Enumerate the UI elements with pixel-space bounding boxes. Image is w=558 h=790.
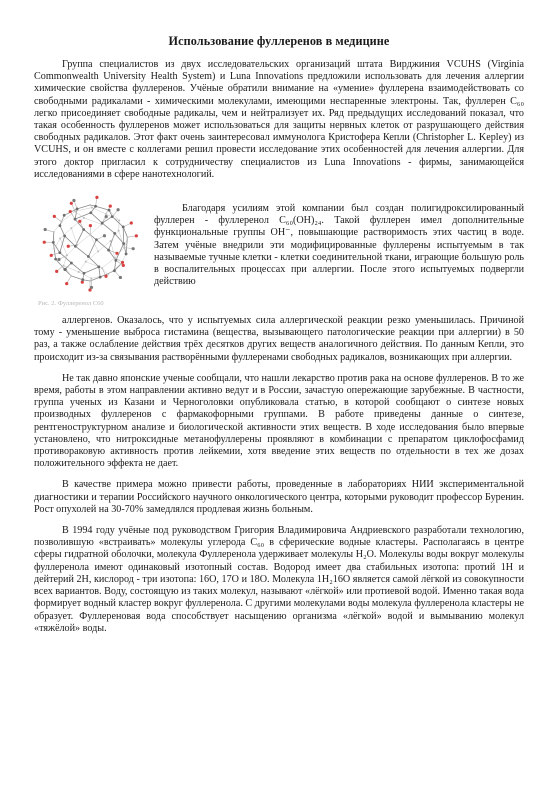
- carbon-atom: [83, 272, 86, 275]
- figure-row: [34, 187, 524, 315]
- carbon-atom: [63, 235, 66, 238]
- carbon-atom: [74, 218, 77, 221]
- carbon-atom: [70, 275, 72, 277]
- oxygen-atom: [132, 247, 135, 250]
- oxygen-atom: [72, 199, 75, 202]
- oxygen-atom: [57, 258, 60, 261]
- carbon-atom: [113, 269, 116, 272]
- carbon-atom: [63, 268, 66, 271]
- molecule-bond: [99, 267, 100, 277]
- carbon-atom: [63, 214, 66, 217]
- oxygen-atom: [55, 270, 58, 273]
- oxygen-atom: [70, 202, 73, 205]
- carbon-atom: [61, 221, 63, 223]
- carbon-atom: [81, 278, 84, 281]
- oxygen-atom: [90, 286, 93, 289]
- molecule-bond: [54, 239, 60, 249]
- molecule-bond: [75, 213, 91, 219]
- carbon-atom: [99, 276, 102, 279]
- molecule-bond: [91, 213, 102, 223]
- oxygen-atom: [135, 234, 138, 237]
- carbon-atom: [70, 227, 72, 229]
- oxygen-atom: [67, 245, 70, 248]
- carbon-atom: [91, 207, 93, 209]
- carbon-atom: [66, 254, 68, 256]
- molecule-bond: [79, 262, 86, 272]
- molecule-bond: [53, 232, 54, 242]
- carbon-atom: [105, 213, 107, 215]
- carbon-atom: [118, 230, 120, 232]
- oxygen-atom: [119, 276, 122, 279]
- molecule-bond: [119, 220, 120, 230]
- carbon-atom: [110, 240, 112, 242]
- paragraph-cancer: Не так давно японские ученые сообщали, что нашли лекарство против рака на основе фуллеренов. В то же время, работы в этом направлении активно ведут и в России, зачастую опережающие зарубежные. В частности, группа ученых из Казани и Черноголовки опубликовала статью, в которой сообщают о синтезе новых производных фуллеренов с фармакофорными группами. В работе приведены данные о синтезе, рентгеноструктурном анализе и биологической активности этих веществ. В ходе исследования было впервые установлено, что нитроксидные метанофуллерены проявляют в комбинации с препаратом циклофосфамид противораковую активность против лейкемии, хотя введение этих веществ по отдельности в тех же дозах положительного эффекта не дает.: [34, 372, 524, 470]
- fullerenol-figure: [34, 187, 146, 315]
- carbon-atom: [70, 262, 73, 265]
- carbon-atom: [87, 255, 90, 258]
- molecule-bond: [123, 227, 127, 237]
- paragraph-fullerenol: Благодаря усилиям этой компании был создан полигидроксилированный фуллерен - фуллеренол С₆₀(OH)₂₄. Такой фуллерен имел дополнительные функциональные группы OH⁻, повышающие растворимость этих частиц в воде. Затем учёные внедрили эти модифицированные фуллерены испытуемым в так называемые тучные клетки - клетки соединительной ткани, играющие большую роль в воспалительных процессах при аллергии. После этого испытуемых подвергли действию: [154, 203, 524, 288]
- carbon-atom: [74, 210, 76, 212]
- oxygen-atom: [89, 224, 92, 227]
- carbon-atom: [76, 244, 78, 246]
- carbon-atom: [85, 261, 87, 263]
- carbon-atom: [101, 222, 104, 225]
- carbon-atom: [82, 228, 85, 231]
- oxygen-atom: [53, 215, 56, 218]
- oxygen-atom: [122, 264, 125, 267]
- molecule-bond: [84, 267, 99, 273]
- oxygen-atom: [50, 254, 53, 257]
- carbon-atom: [114, 257, 116, 259]
- molecule-bond: [75, 209, 77, 219]
- carbon-atom: [89, 204, 91, 206]
- carbon-atom: [107, 249, 110, 252]
- oxygen-atom: [69, 210, 72, 213]
- carbon-atom: [53, 231, 55, 233]
- molecule-bond: [77, 235, 90, 245]
- molecule-bond: [56, 259, 65, 269]
- carbon-atom: [63, 265, 65, 267]
- carbon-atom: [83, 217, 85, 219]
- carbon-atom: [125, 253, 128, 256]
- carbon-atom: [89, 234, 91, 236]
- oxygen-atom: [78, 220, 81, 223]
- molecule-bond: [65, 236, 76, 246]
- carbon-atom: [111, 215, 114, 218]
- carbon-atom: [52, 241, 55, 244]
- carbon-atom: [89, 280, 91, 282]
- carbon-atom: [120, 263, 122, 265]
- molecule-bond: [96, 240, 108, 250]
- oxygen-atom: [65, 282, 68, 285]
- carbon-atom: [126, 236, 128, 238]
- paragraph-allergens: аллергенов. Оказалось, что у испытуемых сила аллергической реакции резко уменьшилась. Причиной тому - уменьшение выброса гистамина (вещества, вызывающего патологические реакции при аллергии) в 50 раз, а также ослабление действия трёх десятков других веществ аналогичного действия. По данным Кепли, это происходит из-за связывания растворёнными фуллеренами свободных радикалов, возникающих при аллергии.: [34, 315, 524, 363]
- molecule-bond: [71, 276, 83, 280]
- oxygen-atom: [95, 196, 98, 199]
- document-title: Использование фуллеренов в медицине: [168, 34, 390, 48]
- carbon-atom: [108, 209, 111, 212]
- carbon-atom: [118, 219, 120, 221]
- carbon-atom: [122, 242, 125, 245]
- paragraph-water: В 1994 году учёные под руководством Григория Владимировича Андриевского разработали технологию, позволившую «встраивать» молекулы углерода С₆₀ в сферические водные кластеры. Располагаясь в центре сферы гидратной оболочки, молекула Фуллеренола удерживает молекулы H₂O. Молекулы воды вокруг молекулы фуллеренола имеют одинаковый изотопный состав. Водород имеет два стабильных изотопа: протий 1H и дейтерий 2H, кислород - три изотопа: 16O, 17O и 18O. Молекула 1H₂16O является самой лёгкой из совокупности всех вариантов. Воду, состоящую из таких молекул, называют «лёгкой» или протиевой водой. Именно такая вода формирует водный кластер вокруг фуллеренола. С другими молекулами воды молекула фуллеренола кластеры не образует. Фуллереновая вода способствует насыщению организма «лёгкой» водой и вымыванию молекул «тяжёлой» воды.: [34, 525, 524, 634]
- molecule-bond: [84, 218, 101, 224]
- oxygen-atom: [105, 215, 108, 218]
- oxygen-atom: [44, 228, 47, 231]
- carbon-atom: [97, 265, 100, 268]
- carbon-atom: [94, 205, 97, 208]
- carbon-atom: [59, 224, 62, 227]
- oxygen-atom: [130, 221, 133, 224]
- oxygen-atom: [115, 252, 118, 255]
- fullerenol-molecule-icon: [34, 187, 146, 299]
- carbon-atom: [101, 267, 103, 269]
- paragraph-intro: Группа специалистов из двух исследовательских организаций штата Вирджиния VCUHS (Virginia Commonwealth University Health System) и Luna Innovations предложили использовать для лечения аллергии химические свойства фуллеренов. Учёные обратили внимание на «умение» фуллерена взаимодействовать со свободными радикалами - химическими молекулами, имеющими неспаренные электроны. Так, фуллерен С₆₀ легко присоединяет свободные радикалы, чем и нейтрализует их. Ряд предыдущих исследований показал, что такая особенность фуллеренов может использоваться для защиты нервных клеток от разрушающего действия свободных радикалов. Этот факт очень заинтересовал иммунолога Кристофера Кепли (Christopher L. Kepley) из VCUHS, и он вместе с коллегами решил провести исследование этих особенностей для лечения аллергии. Для этого доктор пригласил к сотрудничеству специалистов из Luna Innovations - фирмы, занимающейся исследованиями в сфере нанотехнологий.: [34, 59, 524, 180]
- carbon-atom: [122, 226, 125, 229]
- oxygen-atom: [43, 241, 46, 244]
- carbon-atom: [123, 247, 125, 249]
- figure-caption: Рис. 2. Фуллеренол С60: [38, 300, 104, 308]
- molecule-bond: [75, 246, 88, 256]
- carbon-atom: [89, 211, 92, 214]
- paragraph-research: В качестве примера можно привести работы, проведенные в лабораториях НИИ экспериментальной диагностики и терапии Российского научного онкологического центра, которыми руководит профессор Буренин. Рост опухолей на 30-70% замедлялся продлевая жизнь больным.: [34, 479, 524, 515]
- carbon-atom: [90, 277, 92, 279]
- oxygen-atom: [109, 205, 112, 208]
- molecule-bond: [90, 235, 98, 252]
- molecule-bond: [60, 226, 65, 236]
- figure-side-text: [154, 203, 524, 288]
- carbon-atom: [95, 238, 98, 241]
- oxygen-atom: [116, 208, 119, 211]
- molecule-bond: [102, 223, 115, 233]
- carbon-atom: [76, 207, 79, 210]
- carbon-atom: [53, 248, 55, 250]
- carbon-atom: [78, 271, 80, 273]
- molecule-bond: [115, 233, 124, 243]
- carbon-atom: [113, 232, 116, 235]
- carbon-atom: [58, 251, 61, 254]
- carbon-atom: [107, 274, 109, 276]
- molecule-bond: [71, 228, 77, 245]
- carbon-atom: [59, 238, 61, 240]
- carbon-atom: [114, 259, 117, 262]
- carbon-atom: [54, 258, 57, 261]
- molecule-bond: [96, 206, 110, 210]
- oxygen-atom: [103, 234, 106, 237]
- molecule-bond: [102, 258, 115, 268]
- carbon-atom: [97, 250, 99, 252]
